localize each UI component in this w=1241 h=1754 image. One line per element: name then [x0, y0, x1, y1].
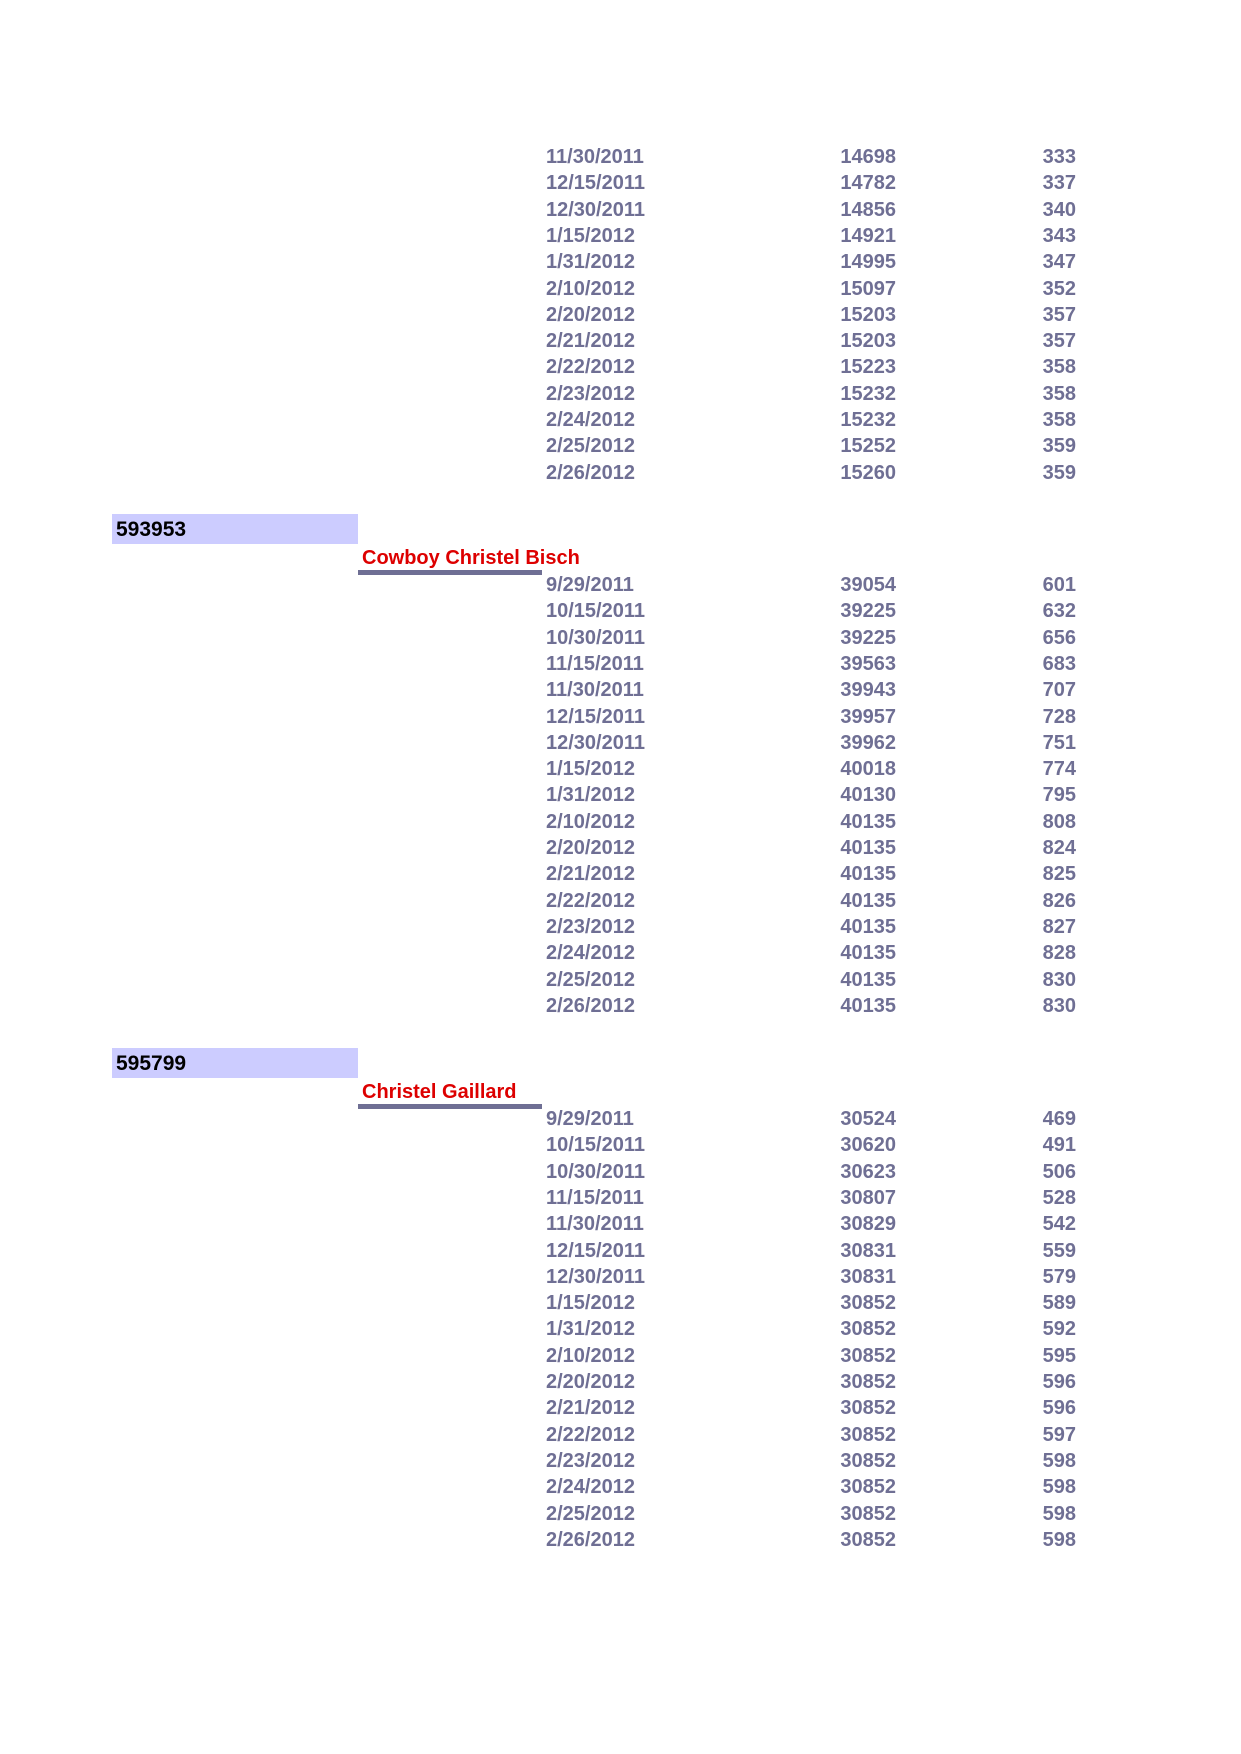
count-cell: 352 [1042, 277, 1076, 300]
value-cell: 30852 [840, 1344, 896, 1367]
count-cell: 751 [1042, 731, 1076, 754]
table-row [0, 223, 1241, 249]
table-row [0, 704, 1241, 730]
table-row [0, 967, 1241, 993]
table-row [0, 1501, 1241, 1527]
count-cell: 824 [1042, 837, 1076, 859]
date-cell: 1/15/2012 [546, 224, 635, 247]
value-cell: 14698 [840, 146, 896, 168]
value-cell: 39054 [840, 574, 896, 596]
table-row [0, 1159, 1241, 1185]
date-cell: 1/31/2012 [546, 1318, 635, 1341]
count-cell: 589 [1042, 1292, 1076, 1315]
table-row [0, 407, 1241, 433]
table-row [0, 1264, 1241, 1290]
value-cell: 40135 [840, 915, 896, 938]
value-cell: 30852 [840, 1397, 896, 1420]
table-row [0, 354, 1241, 380]
value-cell: 30852 [840, 1292, 896, 1315]
group-id: 595799 [112, 1048, 358, 1078]
table-row [0, 1527, 1241, 1553]
value-cell: 15223 [840, 356, 896, 379]
value-cell: 40135 [840, 810, 896, 833]
table-row [0, 144, 1241, 170]
value-cell: 15260 [840, 461, 896, 484]
count-cell: 359 [1042, 461, 1076, 484]
value-cell: 15203 [840, 330, 896, 353]
date-cell: 2/10/2012 [546, 277, 635, 300]
value-cell: 39563 [840, 652, 896, 675]
value-cell: 30852 [840, 1423, 896, 1446]
date-cell: 2/24/2012 [546, 409, 635, 431]
table-row [0, 328, 1241, 354]
table-row [0, 598, 1241, 624]
date-cell: 10/30/2011 [546, 1160, 645, 1183]
count-cell: 559 [1042, 1239, 1076, 1262]
value-cell: 40135 [840, 837, 896, 859]
value-cell: 39225 [840, 626, 896, 649]
count-cell: 632 [1042, 600, 1076, 623]
date-cell: 1/15/2012 [546, 1292, 635, 1315]
count-cell: 795 [1042, 784, 1076, 807]
date-cell: 12/15/2011 [546, 705, 645, 728]
value-cell: 30852 [840, 1318, 896, 1341]
value-cell: 14921 [840, 224, 896, 247]
value-cell: 30852 [840, 1528, 896, 1551]
date-cell: 11/15/2011 [546, 1186, 644, 1209]
count-cell: 596 [1042, 1371, 1076, 1393]
table-row [0, 625, 1241, 651]
date-cell: 2/22/2012 [546, 356, 635, 379]
value-cell: 39962 [840, 731, 896, 754]
date-cell: 1/15/2012 [546, 758, 635, 781]
count-cell: 469 [1042, 1108, 1076, 1130]
value-cell: 14856 [840, 198, 896, 221]
value-cell: 14995 [840, 251, 896, 274]
count-cell: 830 [1042, 994, 1076, 1017]
value-cell: 39943 [840, 679, 896, 702]
table-row [0, 1238, 1241, 1264]
table-row [0, 940, 1241, 966]
table-row [0, 170, 1241, 196]
table-row [0, 1106, 1241, 1132]
table-row [0, 1290, 1241, 1316]
date-cell: 2/20/2012 [546, 837, 635, 859]
count-cell: 491 [1042, 1134, 1076, 1157]
table-row [0, 433, 1241, 459]
value-cell: 30852 [840, 1371, 896, 1393]
date-cell: 12/30/2011 [546, 1265, 645, 1288]
table-row [0, 276, 1241, 302]
count-cell: 340 [1042, 198, 1076, 221]
table-row [0, 651, 1241, 677]
table-row [0, 1343, 1241, 1369]
value-cell: 15203 [840, 303, 896, 326]
date-cell: 2/25/2012 [546, 968, 635, 991]
table-row [0, 1185, 1241, 1211]
table-row [0, 197, 1241, 223]
date-cell: 11/15/2011 [546, 652, 644, 675]
count-cell: 830 [1042, 968, 1076, 991]
date-cell: 2/23/2012 [546, 915, 635, 938]
count-cell: 826 [1042, 889, 1076, 912]
date-cell: 10/30/2011 [546, 626, 645, 649]
table-row [0, 809, 1241, 835]
count-cell: 597 [1042, 1423, 1076, 1446]
value-cell: 30623 [840, 1160, 896, 1183]
table-row [0, 993, 1241, 1019]
count-cell: 598 [1042, 1502, 1076, 1525]
date-cell: 2/10/2012 [546, 810, 635, 833]
date-cell: 9/29/2011 [546, 1108, 634, 1130]
table-row [0, 888, 1241, 914]
table-row [0, 249, 1241, 275]
value-cell: 30852 [840, 1449, 896, 1472]
value-cell: 30852 [840, 1476, 896, 1499]
date-cell: 9/29/2011 [546, 574, 634, 596]
count-cell: 579 [1042, 1265, 1076, 1288]
table-row [0, 572, 1241, 598]
value-cell: 15232 [840, 382, 896, 405]
count-cell: 683 [1042, 652, 1076, 675]
value-cell: 30852 [840, 1502, 896, 1525]
date-cell: 2/21/2012 [546, 863, 635, 886]
value-cell: 30829 [840, 1213, 896, 1236]
count-cell: 728 [1042, 705, 1076, 728]
value-cell: 30807 [840, 1186, 896, 1209]
value-cell: 15232 [840, 409, 896, 431]
count-cell: 542 [1042, 1213, 1076, 1236]
value-cell: 40135 [840, 994, 896, 1017]
count-cell: 359 [1042, 435, 1076, 458]
table-row [0, 756, 1241, 782]
date-cell: 2/22/2012 [546, 1423, 635, 1446]
value-cell: 15252 [840, 435, 896, 458]
table-row [0, 730, 1241, 756]
table-row [0, 835, 1241, 861]
count-cell: 358 [1042, 409, 1076, 431]
value-cell: 40135 [840, 942, 896, 965]
group-name: Christel Gaillard [362, 1081, 517, 1103]
value-cell: 39225 [840, 600, 896, 623]
group-name: Cowboy Christel Bisch [362, 547, 580, 569]
value-cell: 40135 [840, 863, 896, 886]
date-cell: 11/30/2011 [546, 679, 644, 702]
count-cell: 333 [1042, 146, 1076, 168]
value-cell: 30831 [840, 1239, 896, 1262]
table-row [0, 677, 1241, 703]
date-cell: 2/24/2012 [546, 1476, 635, 1499]
table-row [0, 782, 1241, 808]
table-row [0, 914, 1241, 940]
count-cell: 828 [1042, 942, 1076, 965]
value-cell: 40018 [840, 758, 896, 781]
count-cell: 808 [1042, 810, 1076, 833]
count-cell: 656 [1042, 626, 1076, 649]
date-cell: 10/15/2011 [546, 1134, 645, 1157]
table-row [0, 381, 1241, 407]
count-cell: 343 [1042, 224, 1076, 247]
value-cell: 14782 [840, 172, 896, 195]
count-cell: 595 [1042, 1344, 1076, 1367]
value-cell: 30831 [840, 1265, 896, 1288]
count-cell: 337 [1042, 172, 1076, 195]
date-cell: 2/22/2012 [546, 889, 635, 912]
date-cell: 2/23/2012 [546, 1449, 635, 1472]
date-cell: 12/15/2011 [546, 1239, 645, 1262]
date-cell: 1/31/2012 [546, 251, 635, 274]
table-row [0, 1211, 1241, 1237]
count-cell: 827 [1042, 915, 1076, 938]
count-cell: 598 [1042, 1476, 1076, 1499]
count-cell: 774 [1042, 758, 1076, 781]
date-cell: 2/25/2012 [546, 1502, 635, 1525]
table-row [0, 460, 1241, 486]
date-cell: 11/30/2011 [546, 1213, 644, 1236]
group-id: 593953 [112, 514, 358, 544]
value-cell: 39957 [840, 705, 896, 728]
value-cell: 15097 [840, 277, 896, 300]
table-row [0, 302, 1241, 328]
count-cell: 357 [1042, 330, 1076, 353]
table-row [0, 1422, 1241, 1448]
date-cell: 10/15/2011 [546, 600, 645, 623]
table-row [0, 1369, 1241, 1395]
table-row [0, 1474, 1241, 1500]
date-cell: 2/23/2012 [546, 382, 635, 405]
count-cell: 357 [1042, 303, 1076, 326]
count-cell: 358 [1042, 382, 1076, 405]
count-cell: 358 [1042, 356, 1076, 379]
date-cell: 2/25/2012 [546, 435, 635, 458]
count-cell: 528 [1042, 1186, 1076, 1209]
table-row [0, 1448, 1241, 1474]
date-cell: 12/30/2011 [546, 198, 645, 221]
table-row [0, 1395, 1241, 1421]
date-cell: 12/30/2011 [546, 731, 645, 754]
count-cell: 601 [1042, 574, 1076, 596]
date-cell: 2/20/2012 [546, 303, 635, 326]
count-cell: 347 [1042, 251, 1076, 274]
value-cell: 30524 [840, 1108, 896, 1130]
count-cell: 598 [1042, 1449, 1076, 1472]
count-cell: 596 [1042, 1397, 1076, 1420]
date-cell: 2/21/2012 [546, 1397, 635, 1420]
count-cell: 825 [1042, 863, 1076, 886]
date-cell: 2/10/2012 [546, 1344, 635, 1367]
count-cell: 598 [1042, 1528, 1076, 1551]
date-cell: 12/15/2011 [546, 172, 645, 195]
date-cell: 2/26/2012 [546, 1528, 635, 1551]
date-cell: 2/26/2012 [546, 994, 635, 1017]
count-cell: 707 [1042, 679, 1076, 702]
value-cell: 40135 [840, 889, 896, 912]
value-cell: 30620 [840, 1134, 896, 1157]
date-cell: 2/21/2012 [546, 330, 635, 353]
value-cell: 40135 [840, 968, 896, 991]
table-row [0, 1132, 1241, 1158]
table-row [0, 1316, 1241, 1342]
count-cell: 592 [1042, 1318, 1076, 1341]
table-row [0, 861, 1241, 887]
date-cell: 11/30/2011 [546, 146, 644, 168]
date-cell: 2/20/2012 [546, 1371, 635, 1393]
date-cell: 2/24/2012 [546, 942, 635, 965]
date-cell: 1/31/2012 [546, 784, 635, 807]
date-cell: 2/26/2012 [546, 461, 635, 484]
value-cell: 40130 [840, 784, 896, 807]
count-cell: 506 [1042, 1160, 1076, 1183]
